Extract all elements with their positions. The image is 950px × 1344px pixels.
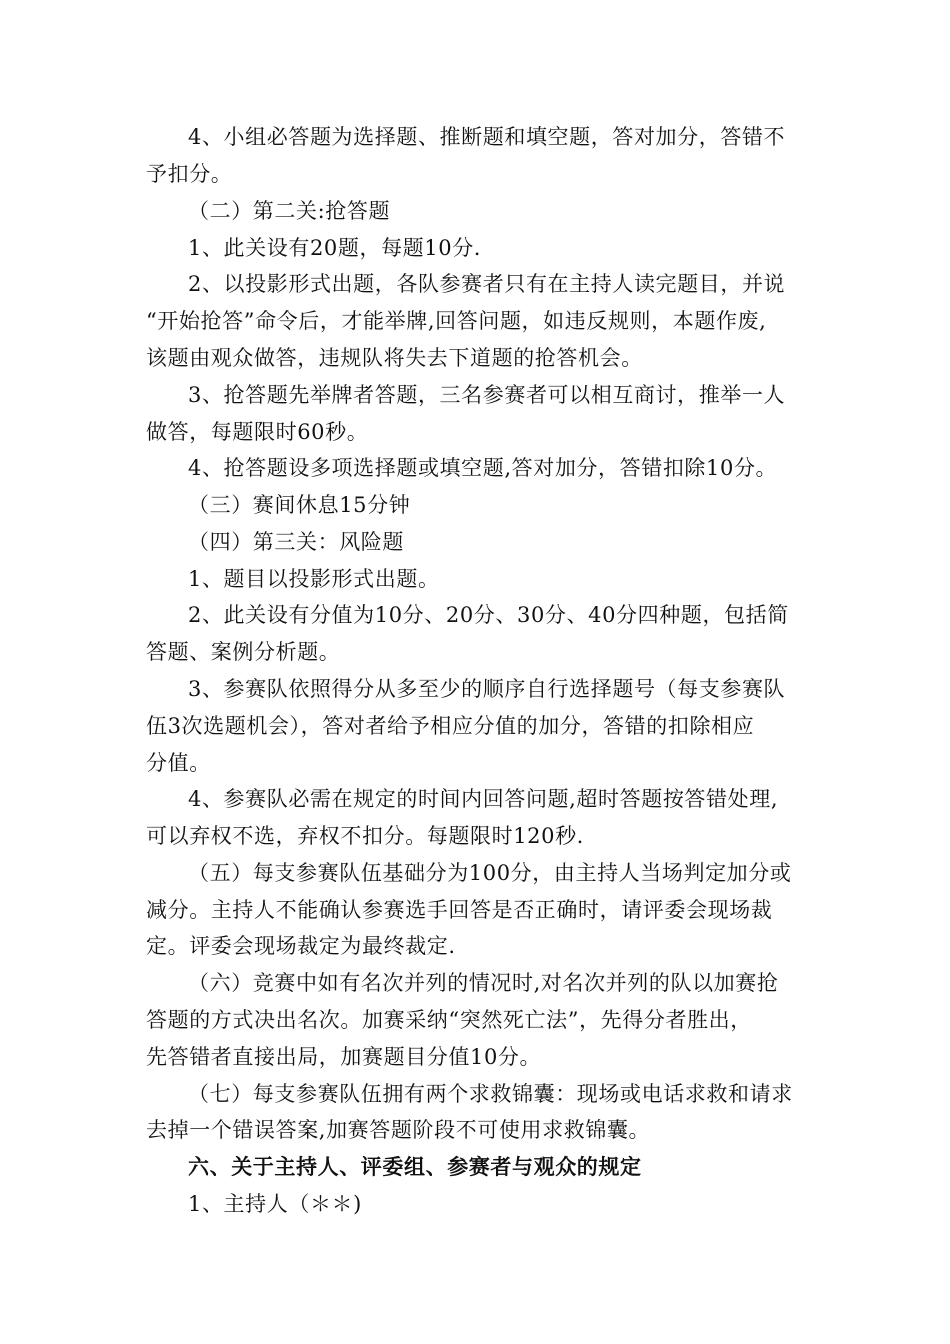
section-heading: （二）第二关:抢答题 [188,199,391,223]
paragraph-line: 2、以投影形式出题，各队参赛者只有在主持人读完题目，并说 [188,272,786,296]
paragraph-line: 3、参赛队依照得分从多至少的顺序自行选择题号（每支参赛队 [188,677,786,701]
paragraph-line: 可以弃权不选，弃权不扣分。每题限时120秒. [146,824,584,848]
paragraph-line: 该题由观众做答，违规队将失去下道题的抢答机会。 [146,346,643,370]
section-heading: （三）赛间休息15分钟 [188,493,411,517]
paragraph-line: 做答，每题限时60秒。 [146,420,369,444]
paragraph-line: 1、主持人（＊＊) [188,1192,362,1216]
paragraph-line: 2、此关设有分值为10分、20分、30分、40分四种题，包括简 [188,603,789,627]
paragraph-line: （七）每支参赛队伍拥有两个求救锦囊：现场或电话求救和请求 [188,1082,793,1106]
chapter-heading: 六、关于主持人、评委组、参赛者与观众的规定 [188,1154,642,1179]
paragraph-line: 1、题目以投影形式出题。 [188,567,440,591]
paragraph-line: “开始抢答”命令后，才能举牌,回答问题，如违反规则，本题作废, [146,309,767,333]
paragraph-line: 3、抢答题先举牌者答题，三名参赛者可以相互商讨，推举一人 [188,383,786,407]
paragraph-line: 减分。主持人不能确认参赛选手回答是否正确时，请评委会现场裁 [146,898,773,922]
paragraph-line: 4、抢答题设多项选择题或填空题,答对加分，答错扣除10分。 [188,456,778,480]
paragraph-line: 1、此关设有20题，每题10分. [188,236,482,260]
paragraph-line: 先答错者直接出局，加赛题目分值10分。 [146,1045,542,1069]
paragraph-line: （六）竞赛中如有名次并列的情况时,对名次并列的队以加赛抢 [188,971,779,995]
paragraph-line: 分值。 [146,751,211,775]
paragraph-line: 答题、案例分析题。 [146,640,341,664]
section-heading: （四）第三关：风险题 [188,530,404,554]
paragraph-line: （五）每支参赛队伍基础分为100分，由主持人当场判定加分或 [188,861,792,885]
paragraph-line: 伍3次选题机会），答对者给予相应分值的加分，答错的扣除相应 [146,714,755,738]
paragraph-line: 去掉一个错误答案,加赛答题阶段不可使用求救锦囊。 [146,1118,651,1142]
paragraph-line: 定。评委会现场裁定为最终裁定. [146,934,456,958]
paragraph-line: 4、小组必答题为选择题、推断题和填空题，答对加分，答错不 [188,125,786,149]
paragraph-line: 4、参赛队必需在规定的时间内回答问题,超时答题按答错处理, [188,787,779,811]
paragraph-line: 答题的方式决出名次。加赛采纳“突然死亡法”，先得分者胜出， [146,1008,752,1032]
paragraph-line: 予扣分。 [146,162,233,186]
